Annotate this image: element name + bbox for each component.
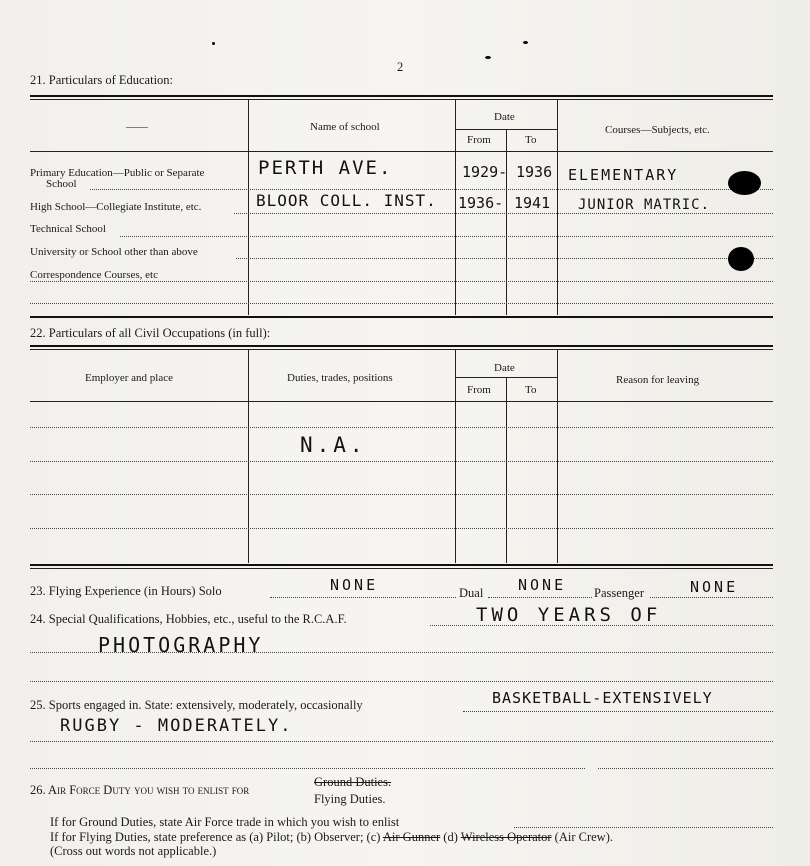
ground-duties-line: If for Ground Duties, state Air Force trade in which you wish to enlist xyxy=(50,815,400,829)
civil-entry: N.A. xyxy=(300,433,367,457)
ink-speck xyxy=(485,56,491,59)
wireless-operator-struck: Wireless Operator xyxy=(460,830,552,844)
dual-label: Dual xyxy=(459,586,484,600)
sports-line-3 xyxy=(30,768,585,769)
col-employer: Employer and place xyxy=(85,372,173,384)
row-line xyxy=(90,189,773,190)
high-courses: JUNIOR MATRIC. xyxy=(578,197,711,213)
high-to: 1941 xyxy=(514,194,551,212)
row-label-primary-2: School xyxy=(46,178,77,190)
col-line xyxy=(248,349,249,563)
ink-blot xyxy=(728,247,754,271)
primary-from: 1929- xyxy=(462,163,508,181)
sports-line-2 xyxy=(30,741,773,742)
cross-out-note: (Cross out words not applicable.) xyxy=(50,844,217,858)
flying-preference-line xyxy=(50,831,613,844)
divider xyxy=(30,99,773,100)
high-from: 1936- xyxy=(458,194,504,212)
divider xyxy=(30,564,773,566)
col-from-civil: From xyxy=(467,384,491,396)
row-line xyxy=(30,303,773,304)
primary-school-name: PERTH AVE. xyxy=(258,157,393,179)
divider xyxy=(30,95,773,97)
solo-line xyxy=(270,597,456,598)
high-school-name: BLOOR COLL. INST. xyxy=(256,191,437,210)
col-to-civil: To xyxy=(525,384,537,396)
passenger-line xyxy=(650,597,773,598)
col-line xyxy=(248,99,249,315)
sports-line-4 xyxy=(598,768,773,769)
col-courses: Courses—Subjects, etc. xyxy=(605,124,710,136)
ground-duties-struck: Ground Duties. xyxy=(314,775,392,789)
col-reason: Reason for leaving xyxy=(616,374,700,386)
col-dash: —— xyxy=(126,121,148,133)
row-label-university: University or School other than above xyxy=(30,246,198,258)
col-line xyxy=(557,349,558,563)
row-line xyxy=(30,494,773,495)
special-text-2: PHOTOGRAPHY xyxy=(98,633,264,657)
special-text-1: TWO YEARS OF xyxy=(476,604,662,626)
section-24-label: 24. Special Qualifications, Hobbies, etc., useful to the R.C.A.F. xyxy=(30,612,347,626)
flying-duties: Flying Duties. xyxy=(314,792,386,806)
section-21-heading: 21. Particulars of Education: xyxy=(30,73,174,87)
col-from: From xyxy=(467,134,491,146)
dual-line xyxy=(488,597,592,598)
section-25-label: 25. Sports engaged in. State: extensively, moderately, occasionally xyxy=(30,698,363,712)
col-line xyxy=(455,349,456,563)
col-line xyxy=(557,99,558,315)
air-crew: (Air Crew). xyxy=(554,830,613,844)
row-line xyxy=(234,213,773,214)
air-gunner-struck: Air Gunner xyxy=(382,830,441,844)
col-duties: Duties, trades, positions xyxy=(287,372,393,384)
sports-line-1 xyxy=(463,711,773,712)
col-name-of-school: Name of school xyxy=(310,121,380,133)
passenger-hours: NONE xyxy=(690,578,739,596)
col-line xyxy=(506,129,507,315)
ink-speck xyxy=(523,41,528,44)
sports-text-2: RUGBY - MODERATELY. xyxy=(60,716,293,736)
row-label-primary: Primary Education—Public or Separate xyxy=(30,167,205,179)
row-label-technical: Technical School xyxy=(30,223,106,235)
dual-hours: NONE xyxy=(518,576,567,594)
col-date: Date xyxy=(494,111,515,123)
divider xyxy=(30,401,773,402)
col-date-civil: Date xyxy=(494,362,515,374)
row-line xyxy=(120,236,773,237)
row-line xyxy=(236,258,773,259)
page-number: 2 xyxy=(397,60,404,74)
section-23-label: 23. Flying Experience (in Hours) Solo xyxy=(30,584,222,598)
passenger-label: Passenger xyxy=(594,586,644,600)
divider xyxy=(30,349,773,350)
row-label-correspondence: Correspondence Courses, etc xyxy=(30,269,158,281)
special-line-3 xyxy=(30,681,773,682)
row-line xyxy=(30,461,773,462)
col-line xyxy=(506,377,507,563)
ground-trade-line xyxy=(514,827,773,828)
row-line xyxy=(30,528,773,529)
solo-hours: NONE xyxy=(330,576,379,594)
divider xyxy=(30,151,773,152)
primary-to: 1936 xyxy=(516,163,553,181)
col-to: To xyxy=(525,134,537,146)
option-d: (d) xyxy=(443,830,458,844)
flying-preference-text: If for Flying Duties, state preference as (a) Pilot; (b) Observer; (c) xyxy=(50,830,381,844)
col-line xyxy=(455,99,456,315)
divider xyxy=(30,345,773,347)
ink-speck xyxy=(212,42,215,45)
row-line xyxy=(30,427,773,428)
sports-text-1: BASKETBALL-EXTENSIVELY xyxy=(492,689,713,707)
section-22-heading: 22. Particulars of all Civil Occupations (in full): xyxy=(30,326,271,340)
primary-courses: ELEMENTARY xyxy=(568,166,679,184)
ink-blot xyxy=(728,171,761,195)
row-line xyxy=(30,281,773,282)
divider xyxy=(30,568,773,569)
section-26-label: 26. Air Force Duty you wish to enlist for xyxy=(30,783,250,797)
divider xyxy=(30,316,773,318)
row-label-high: High School—Collegiate Institute, etc. xyxy=(30,201,202,213)
